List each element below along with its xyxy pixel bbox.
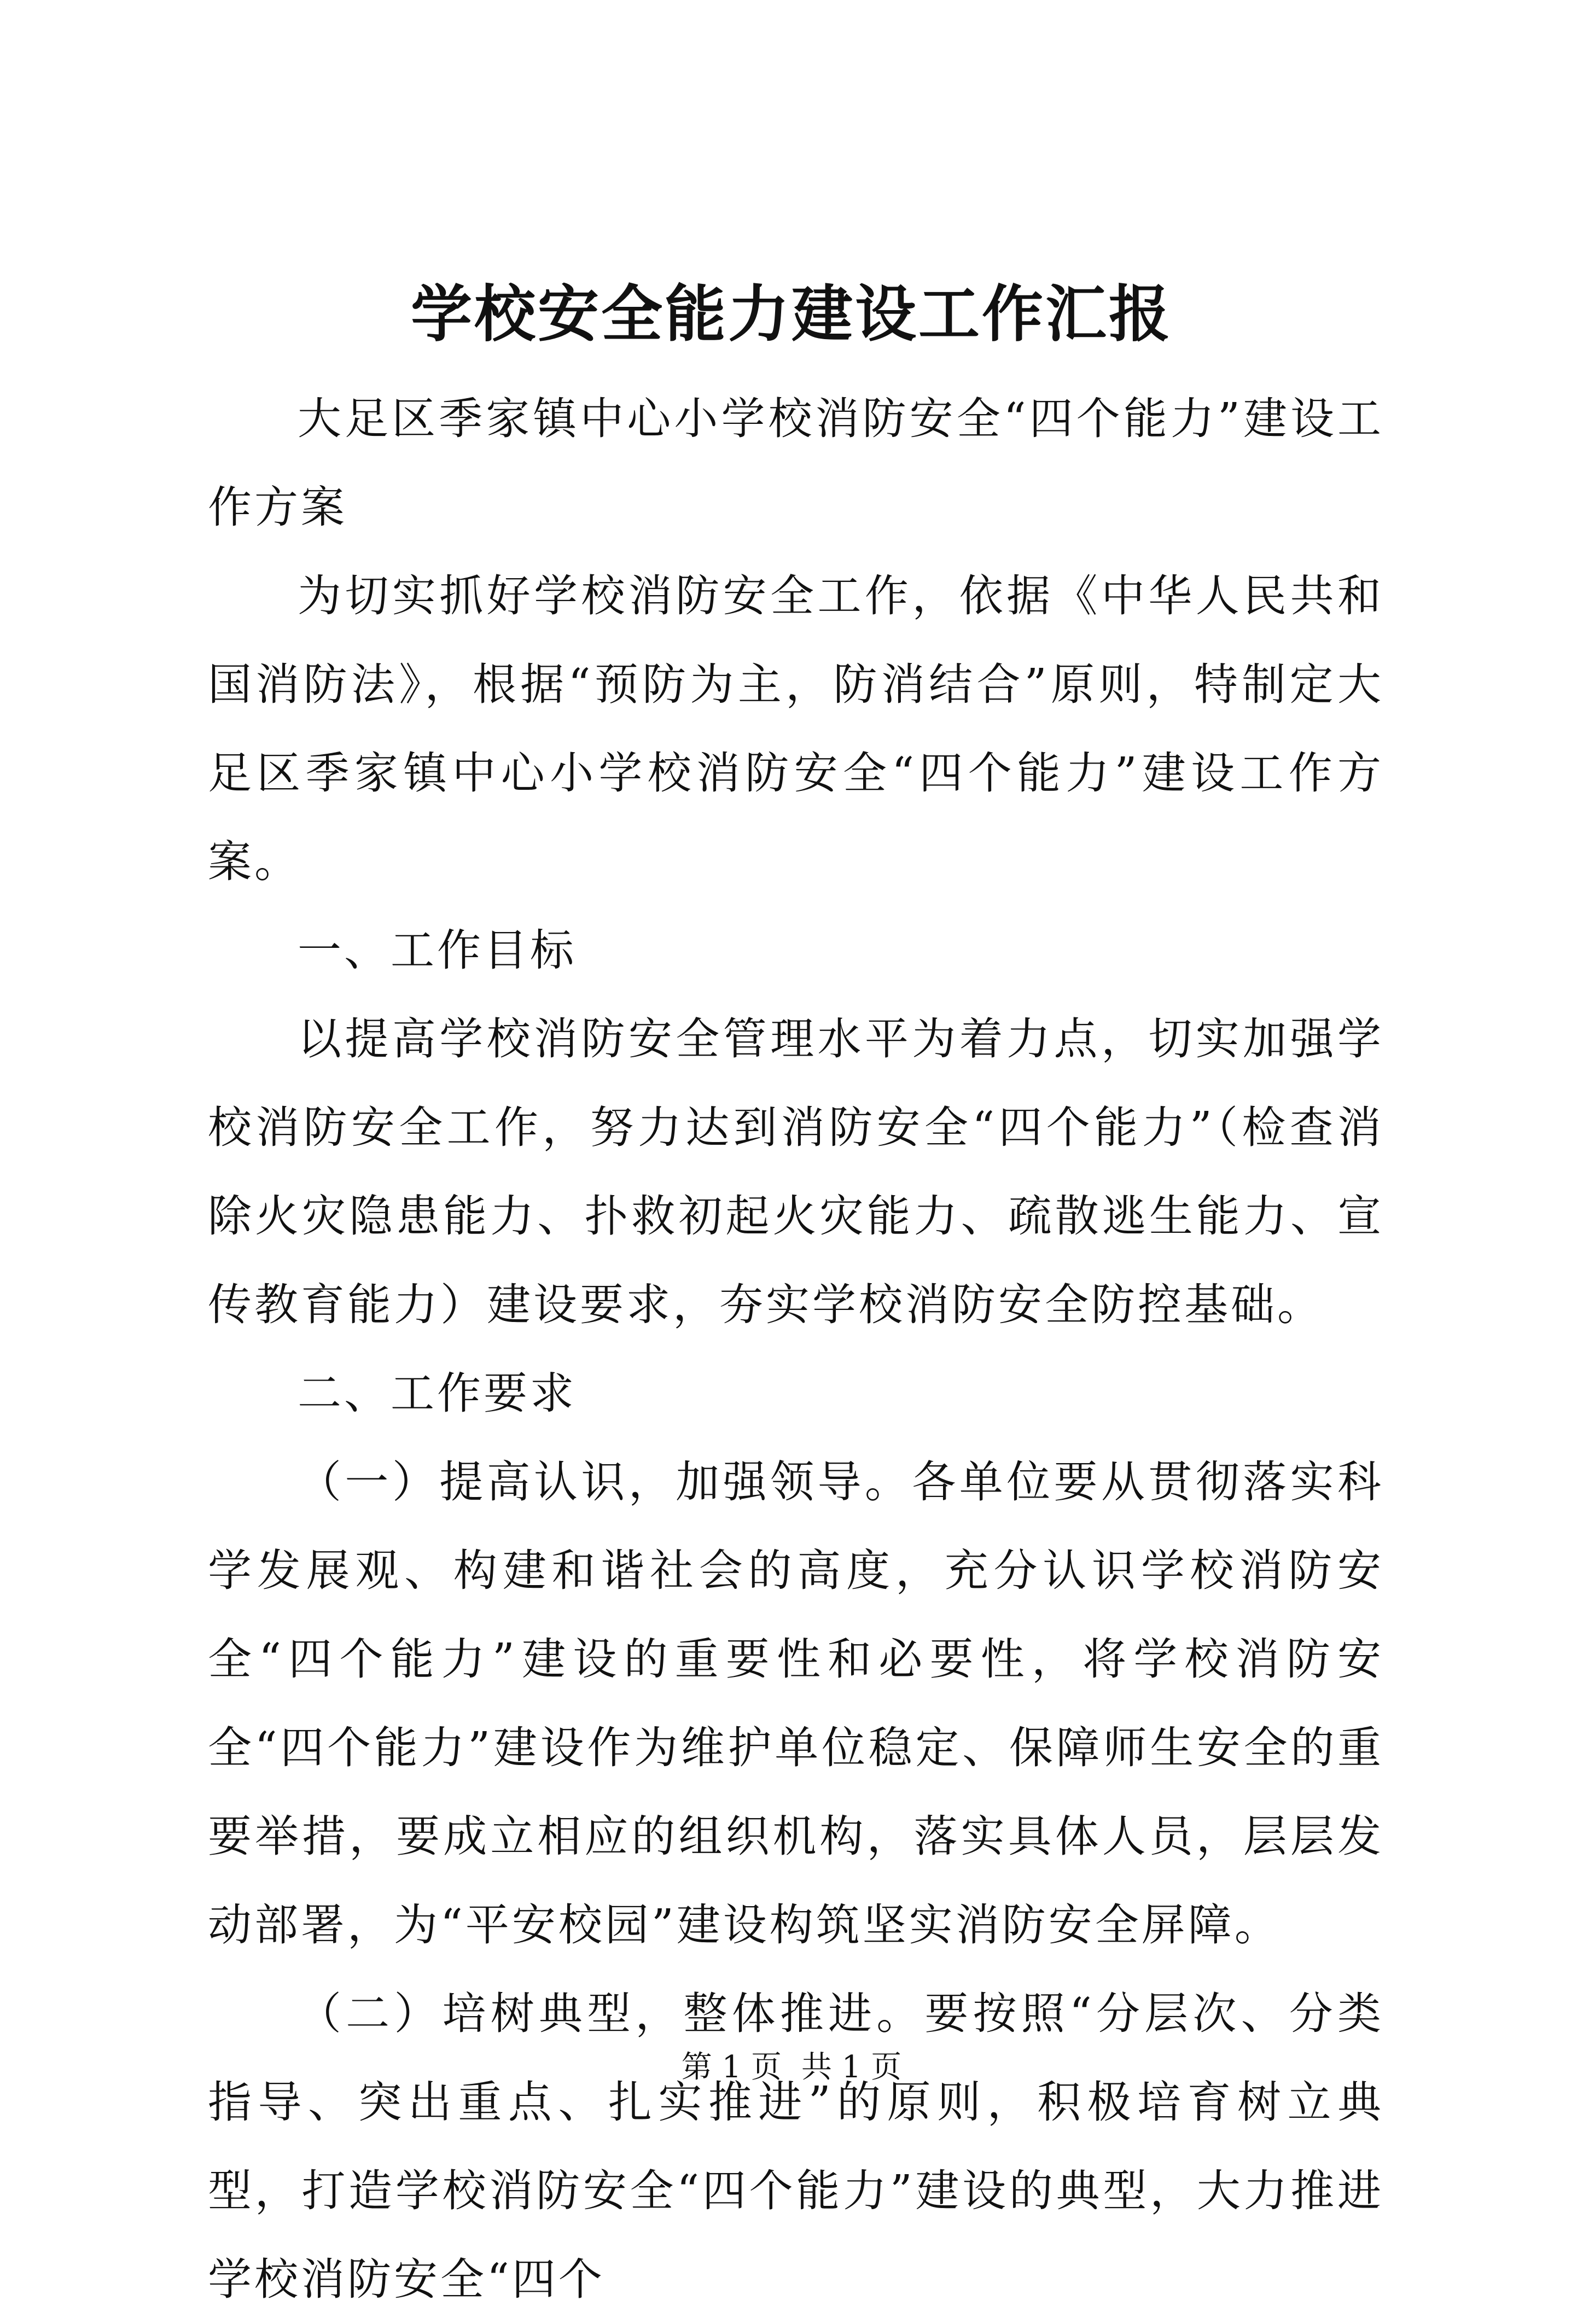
paragraph-requirement-2: （二）培树典型，整体推进。要按照“分层次、分类指导、突出重点、扎实推进”的原则，积极培育树立典型，打造学校消防安全“四个能力”建设的典型，大力推进学校消防安全“四个: [208, 1988, 1384, 2305]
page-number: 第 1 页: [681, 2049, 782, 2085]
section-heading-goals: 一、工作目标: [298, 925, 577, 976]
document-title: 学校安全能力建设工作汇报: [411, 278, 1172, 350]
paragraph-intro: 为切实抓好学校消防安全工作，依据《中华人民共和国消防法》，根据“预防为主，防消结合”原则，特制定大足区季家镇中心小学校消防安全“四个能力”建设工作方案。: [208, 570, 1384, 887]
section-heading-requirements: 二、工作要求: [298, 1368, 577, 1419]
paragraph-subtitle: 大足区季家镇中心小学校消防安全“四个能力”建设工作方案: [208, 393, 1384, 533]
page-footer: [0, 2048, 1583, 2087]
paragraph-goals: 以提高学校消防安全管理水平为着力点，切实加强学校消防安全工作，努力达到消防安全“四个能力”（检查消除火灾隐患能力、扑救初起火灾能力、疏散逃生能力、宣传教育能力）建设要求，夯实学校消防安全防控基础。: [208, 1014, 1384, 1330]
document-body: [208, 375, 1384, 2324]
paragraph-requirement-1: （一）提高认识，加强领导。各单位要从贯彻落实科学发展观、构建和谐社会的高度，充分认识学校消防安全“四个能力”建设的重要性和必要性，将学校消防安全“四个能力”建设作为维护单位稳定、保障师生安全的重要举措，要成立相应的组织机构，落实具体人员，层层发动部署，为“平安校园”建设构筑坚实消防安全屏障。: [208, 1457, 1384, 1950]
page-total: 共 1 页: [801, 2049, 902, 2085]
